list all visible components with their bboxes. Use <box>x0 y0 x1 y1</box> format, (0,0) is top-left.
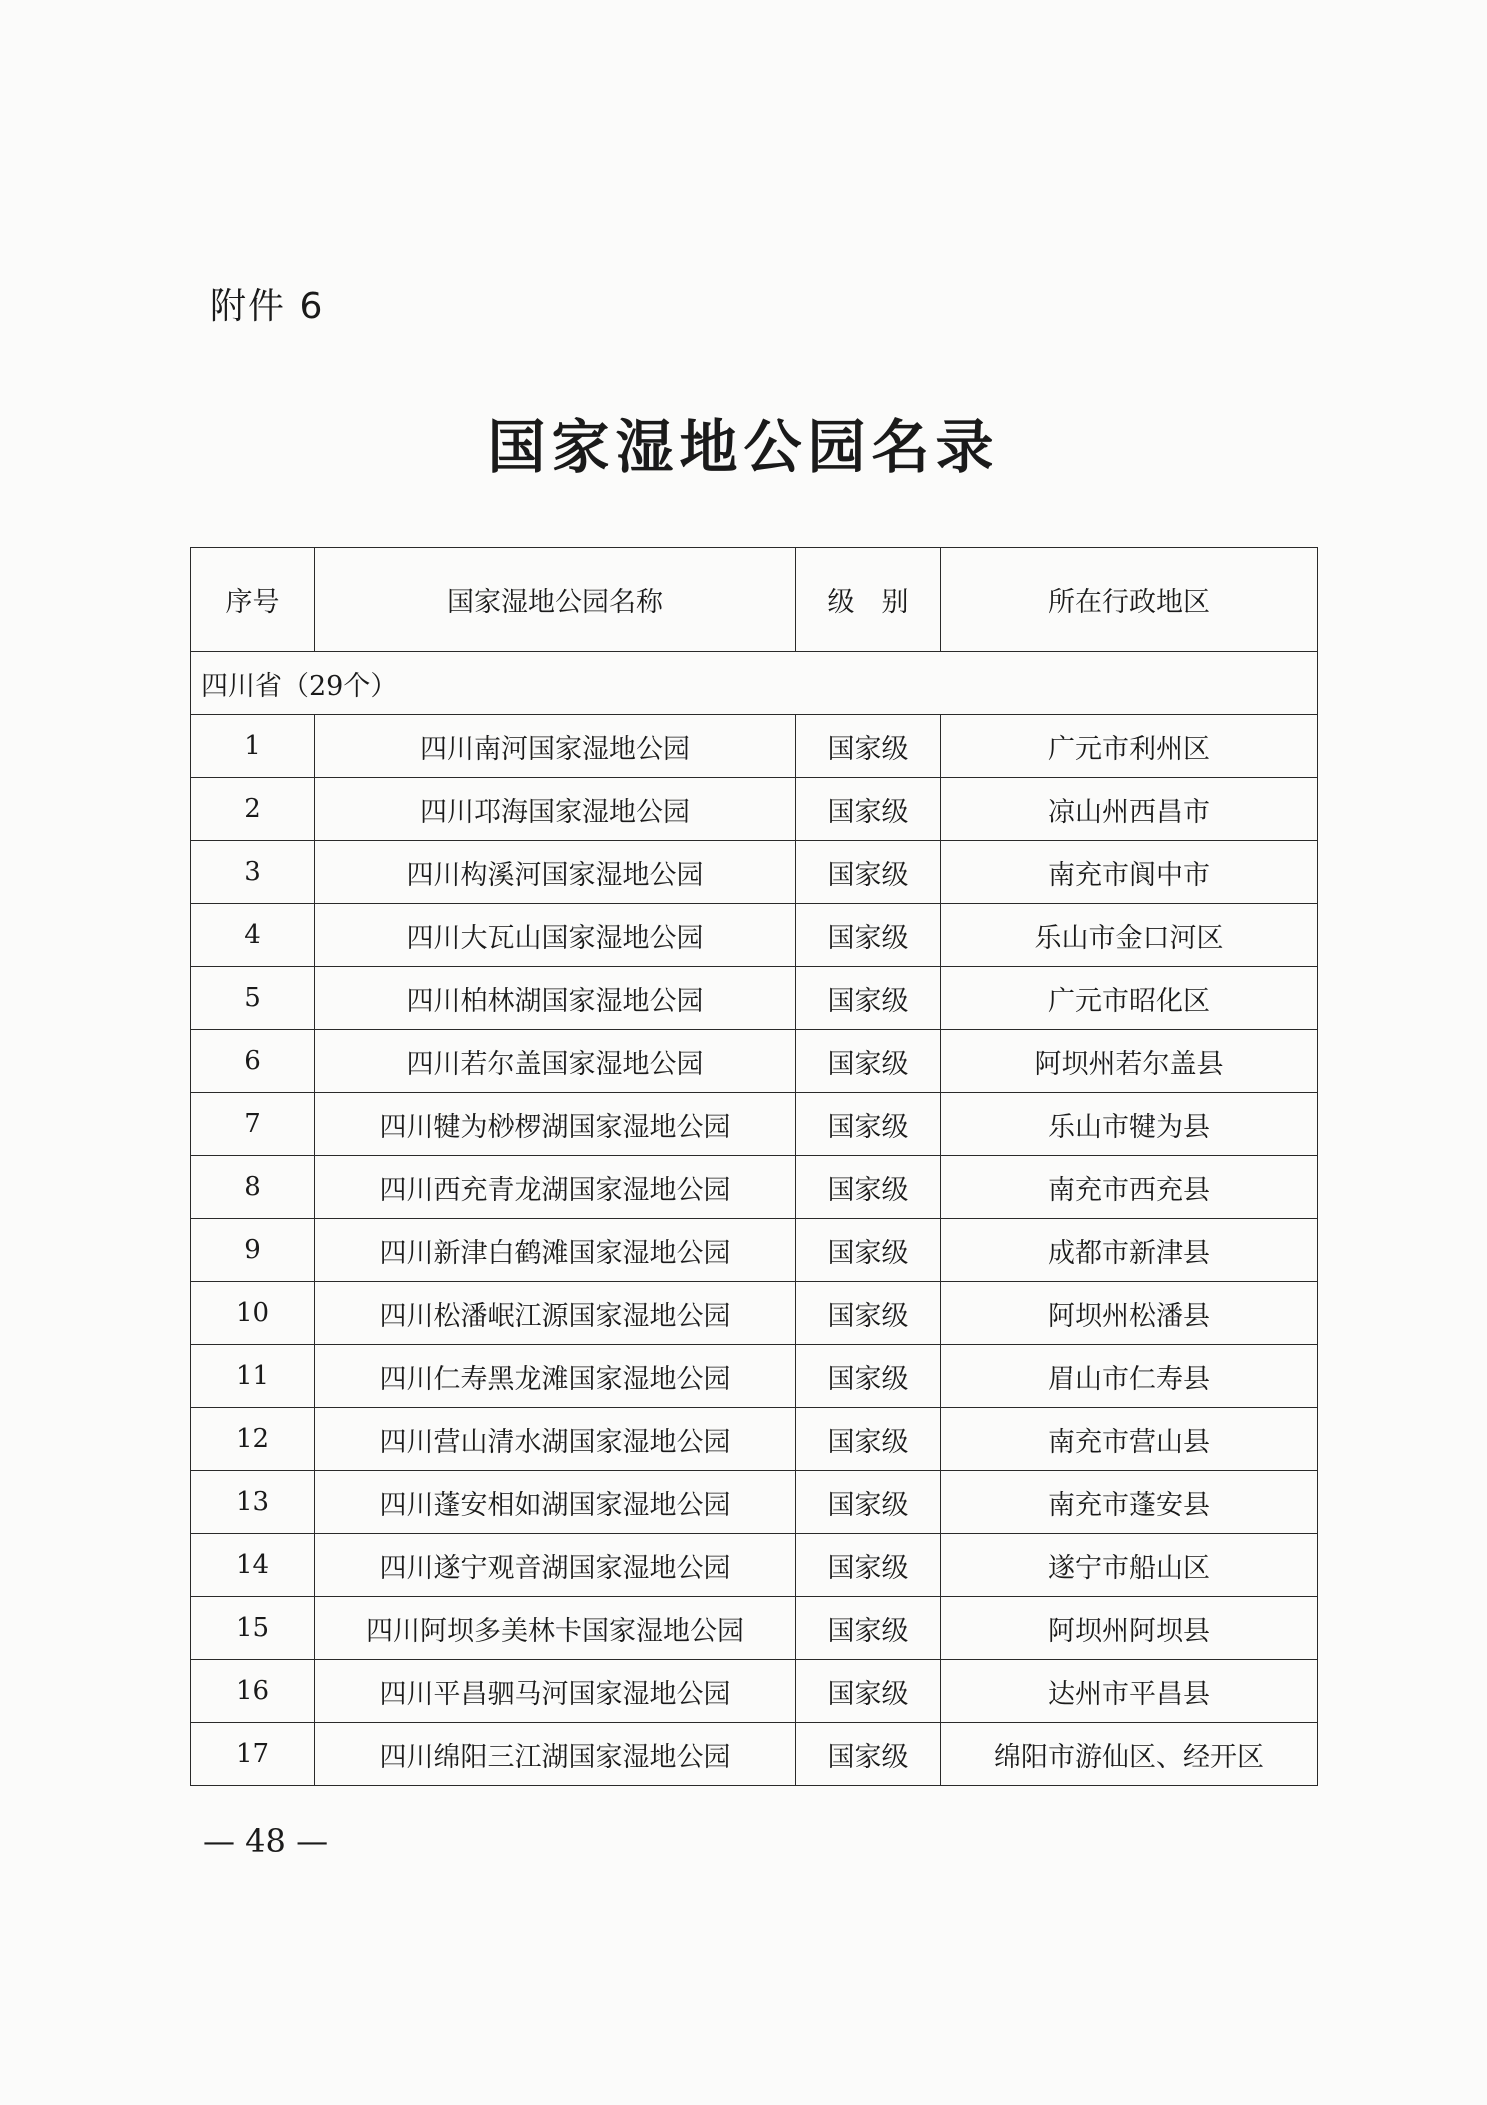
cell-name: 四川西充青龙湖国家湿地公园 <box>315 1156 796 1219</box>
cell-seq: 4 <box>191 904 315 967</box>
cell-area: 成都市新津县 <box>941 1219 1318 1282</box>
cell-level: 国家级 <box>796 1219 941 1282</box>
table-row <box>191 841 1318 904</box>
page-number: — 48 — <box>203 1822 329 1860</box>
cell-seq: 9 <box>191 1219 315 1282</box>
cell-level: 国家级 <box>796 1723 941 1786</box>
header-area: 所在行政地区 <box>941 548 1318 652</box>
cell-area: 南充市西充县 <box>941 1156 1318 1219</box>
cell-seq: 10 <box>191 1282 315 1345</box>
cell-area: 南充市阆中市 <box>941 841 1318 904</box>
cell-name: 四川南河国家湿地公园 <box>315 715 796 778</box>
cell-level: 国家级 <box>796 967 941 1030</box>
cell-area: 达州市平昌县 <box>941 1660 1318 1723</box>
cell-seq: 6 <box>191 1030 315 1093</box>
page-title: 国家湿地公园名录 <box>487 413 1000 481</box>
cell-level: 国家级 <box>796 1345 941 1408</box>
cell-level: 国家级 <box>796 904 941 967</box>
table-row <box>191 967 1318 1030</box>
cell-seq: 7 <box>191 1093 315 1156</box>
cell-seq: 17 <box>191 1723 315 1786</box>
table-row <box>191 715 1318 778</box>
cell-seq: 1 <box>191 715 315 778</box>
cell-area: 遂宁市船山区 <box>941 1534 1318 1597</box>
cell-seq: 11 <box>191 1345 315 1408</box>
cell-area: 阿坝州若尔盖县 <box>941 1030 1318 1093</box>
cell-seq: 12 <box>191 1408 315 1471</box>
cell-name: 四川阿坝多美林卡国家湿地公园 <box>315 1597 796 1660</box>
cell-name: 四川绵阳三江湖国家湿地公园 <box>315 1723 796 1786</box>
table-row <box>191 1723 1318 1786</box>
cell-name: 四川新津白鹤滩国家湿地公园 <box>315 1219 796 1282</box>
table-row <box>191 1282 1318 1345</box>
cell-area: 绵阳市游仙区、经开区 <box>941 1723 1318 1786</box>
wetland-park-table <box>190 547 1318 1786</box>
cell-seq: 5 <box>191 967 315 1030</box>
cell-area: 乐山市犍为县 <box>941 1093 1318 1156</box>
header-name: 国家湿地公园名称 <box>315 548 796 652</box>
cell-name: 四川大瓦山国家湿地公园 <box>315 904 796 967</box>
table-row <box>191 1597 1318 1660</box>
cell-name: 四川松潘岷江源国家湿地公园 <box>315 1282 796 1345</box>
cell-level: 国家级 <box>796 1093 941 1156</box>
table-row <box>191 1660 1318 1723</box>
cell-level: 国家级 <box>796 1156 941 1219</box>
cell-name: 四川遂宁观音湖国家湿地公园 <box>315 1534 796 1597</box>
region-row <box>191 652 1318 715</box>
cell-level: 国家级 <box>796 1660 941 1723</box>
cell-seq: 16 <box>191 1660 315 1723</box>
cell-level: 国家级 <box>796 778 941 841</box>
table-row <box>191 1345 1318 1408</box>
table-row <box>191 1219 1318 1282</box>
cell-area: 乐山市金口河区 <box>941 904 1318 967</box>
cell-area: 凉山州西昌市 <box>941 778 1318 841</box>
cell-area: 南充市营山县 <box>941 1408 1318 1471</box>
table-row <box>191 778 1318 841</box>
cell-name: 四川柏林湖国家湿地公园 <box>315 967 796 1030</box>
cell-area: 南充市蓬安县 <box>941 1471 1318 1534</box>
cell-name: 四川犍为桫椤湖国家湿地公园 <box>315 1093 796 1156</box>
cell-area: 阿坝州松潘县 <box>941 1282 1318 1345</box>
table-row <box>191 1156 1318 1219</box>
region-label: 四川省（29个） <box>191 652 1318 715</box>
cell-name: 四川构溪河国家湿地公园 <box>315 841 796 904</box>
cell-name: 四川营山清水湖国家湿地公园 <box>315 1408 796 1471</box>
cell-area: 广元市利州区 <box>941 715 1318 778</box>
cell-name: 四川仁寿黑龙滩国家湿地公园 <box>315 1345 796 1408</box>
cell-seq: 14 <box>191 1534 315 1597</box>
cell-level: 国家级 <box>796 1030 941 1093</box>
attachment-label: 附件 6 <box>210 286 325 327</box>
cell-seq: 2 <box>191 778 315 841</box>
cell-level: 国家级 <box>796 1597 941 1660</box>
header-level: 级 别 <box>796 548 941 652</box>
cell-name: 四川平昌驷马河国家湿地公园 <box>315 1660 796 1723</box>
table-row <box>191 1030 1318 1093</box>
cell-level: 国家级 <box>796 1282 941 1345</box>
table-row <box>191 1093 1318 1156</box>
cell-name: 四川邛海国家湿地公园 <box>315 778 796 841</box>
cell-seq: 8 <box>191 1156 315 1219</box>
cell-seq: 3 <box>191 841 315 904</box>
cell-level: 国家级 <box>796 1534 941 1597</box>
cell-level: 国家级 <box>796 1471 941 1534</box>
table-row <box>191 1471 1318 1534</box>
header-seq: 序号 <box>191 548 315 652</box>
cell-level: 国家级 <box>796 841 941 904</box>
cell-level: 国家级 <box>796 715 941 778</box>
cell-name: 四川若尔盖国家湿地公园 <box>315 1030 796 1093</box>
cell-seq: 13 <box>191 1471 315 1534</box>
table-header-row <box>191 548 1318 652</box>
cell-level: 国家级 <box>796 1408 941 1471</box>
cell-area: 阿坝州阿坝县 <box>941 1597 1318 1660</box>
table-row <box>191 1408 1318 1471</box>
table-row <box>191 904 1318 967</box>
cell-area: 广元市昭化区 <box>941 967 1318 1030</box>
cell-name: 四川蓬安相如湖国家湿地公园 <box>315 1471 796 1534</box>
cell-area: 眉山市仁寿县 <box>941 1345 1318 1408</box>
cell-seq: 15 <box>191 1597 315 1660</box>
table-row <box>191 1534 1318 1597</box>
